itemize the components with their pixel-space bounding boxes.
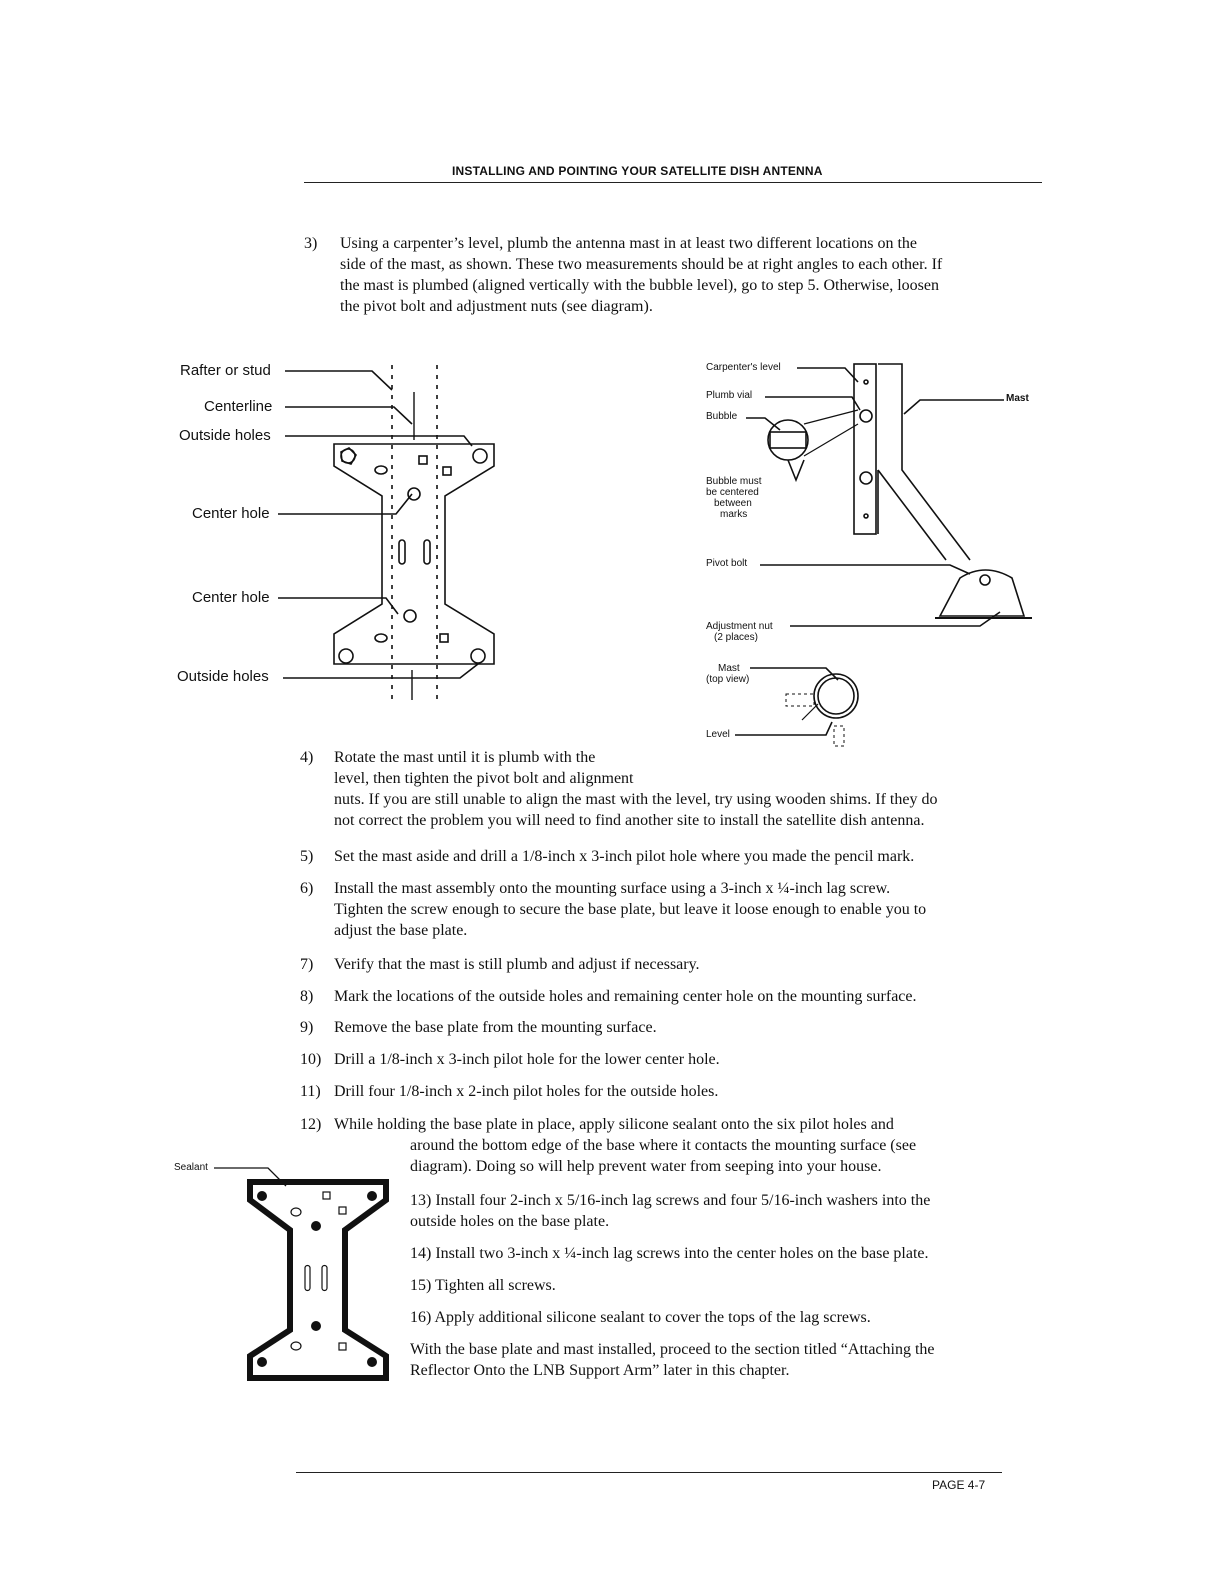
label-outside-holes-top: Outside holes <box>179 427 271 444</box>
step-text: Verify that the mast is still plumb and adjust if necessary. <box>334 956 700 973</box>
closing-paragraph <box>410 1339 935 1381</box>
label-carpenters-level: Carpenter's level <box>706 362 781 373</box>
text-line: Using a carpenter’s level, plumb the antenna mast in at least two different locations on the <box>340 235 918 252</box>
step-number: 7) <box>300 956 314 973</box>
step-15: 15) Tighten all screws. <box>410 1277 556 1294</box>
note-line: Mast <box>718 663 740 674</box>
page-number: PAGE 4-7 <box>932 1478 986 1492</box>
text-line: While holding the base plate in place, apply silicone sealant onto the six pilot holes and <box>334 1116 894 1133</box>
page-header: INSTALLING AND POINTING YOUR SATELLITE DISH ANTENNA <box>452 164 823 178</box>
label-pivot-bolt: Pivot bolt <box>706 558 748 569</box>
step-number: 11) <box>300 1083 321 1100</box>
step-number: 5) <box>300 848 314 865</box>
text-line: With the base plate and mast installed, proceed to the section titled “Attaching the <box>410 1341 935 1358</box>
note-line: Adjustment nut <box>706 621 773 632</box>
note-line: (top view) <box>706 674 750 685</box>
step-text: Set the mast aside and drill a 1/8-inch x 3-inch pilot hole where you made the pencil mark. <box>334 848 915 865</box>
step-text: Remove the base plate from the mounting surface. <box>334 1019 657 1036</box>
step-13 <box>410 1190 930 1232</box>
note-line: (2 places) <box>714 632 758 643</box>
text-line: adjust the base plate. <box>334 922 468 939</box>
text-line: around the bottom edge of the base where it contacts the mounting surface (see <box>410 1137 917 1154</box>
step-number: 8) <box>300 988 314 1005</box>
label-sealant: Sealant <box>174 1162 208 1173</box>
text-line: outside holes on the base plate. <box>410 1213 610 1230</box>
label-plumb-vial: Plumb vial <box>706 390 753 401</box>
label-center-hole-1: Center hole <box>192 505 270 522</box>
step-number: 3) <box>304 235 318 252</box>
text-line: not correct the problem you will need to find another site to install the satellite dish antenna. <box>334 812 925 829</box>
step-14: 14) Install two 3-inch x ¼-inch lag screws into the center holes on the base plate. <box>410 1245 929 1262</box>
label-center-hole-2: Center hole <box>192 589 270 606</box>
text-line: 13) Install four 2-inch x 5/16-inch lag screws and four 5/16-inch washers into the <box>410 1192 931 1209</box>
note-line: Bubble must <box>706 476 762 487</box>
step-number: 12) <box>300 1116 322 1133</box>
step-16: 16) Apply additional silicone sealant to cover the tops of the lag screws. <box>410 1309 871 1326</box>
label-level: Level <box>706 729 730 740</box>
text-line: side of the mast, as shown. These two measurements should be at right angles to each other. If <box>340 256 943 273</box>
text-line: the mast is plumbed (aligned vertically with the bubble level), go to step 5. Otherwise, loosen <box>340 277 939 294</box>
step-number: 9) <box>300 1019 314 1036</box>
text-line: Reflector Onto the LNB Support Arm” later in this chapter. <box>410 1362 790 1379</box>
note-line: be centered <box>706 487 759 498</box>
label-rafter: Rafter or stud <box>180 362 271 379</box>
step-text: Mark the locations of the outside holes and remaining center hole on the mounting surface. <box>334 988 917 1005</box>
text-line: Rotate the mast until it is plumb with the <box>334 749 596 766</box>
text-line: the pivot bolt and adjustment nuts (see diagram). <box>340 298 653 315</box>
footer-rule <box>296 1472 1002 1473</box>
text-line: Tighten the screw enough to secure the base plate, but leave it loose enough to enable you to <box>334 901 927 918</box>
label-mast: Mast <box>1006 393 1029 404</box>
note-line: between <box>714 498 752 509</box>
label-centerline: Centerline <box>204 398 273 415</box>
text-line: level, then tighten the pivot bolt and alignment <box>334 770 634 787</box>
text-line: diagram). Doing so will help prevent water from seeping into your house. <box>410 1158 882 1175</box>
step-text: Drill four 1/8-inch x 2-inch pilot holes for the outside holes. <box>334 1083 719 1100</box>
text-line: Install the mast assembly onto the mounting surface using a 3-inch x ¼-inch lag screw. <box>334 880 891 897</box>
step-number: 4) <box>300 749 314 766</box>
step-text: Drill a 1/8-inch x 3-inch pilot hole for the lower center hole. <box>334 1051 720 1068</box>
note-line: marks <box>720 509 748 520</box>
step-number: 6) <box>300 880 314 897</box>
label-bubble: Bubble <box>706 411 738 422</box>
step-number: 10) <box>300 1051 322 1068</box>
label-outside-holes-bottom: Outside holes <box>177 668 269 685</box>
text-line: nuts. If you are still unable to align the mast with the level, try using wooden shims. If they do <box>334 791 938 808</box>
